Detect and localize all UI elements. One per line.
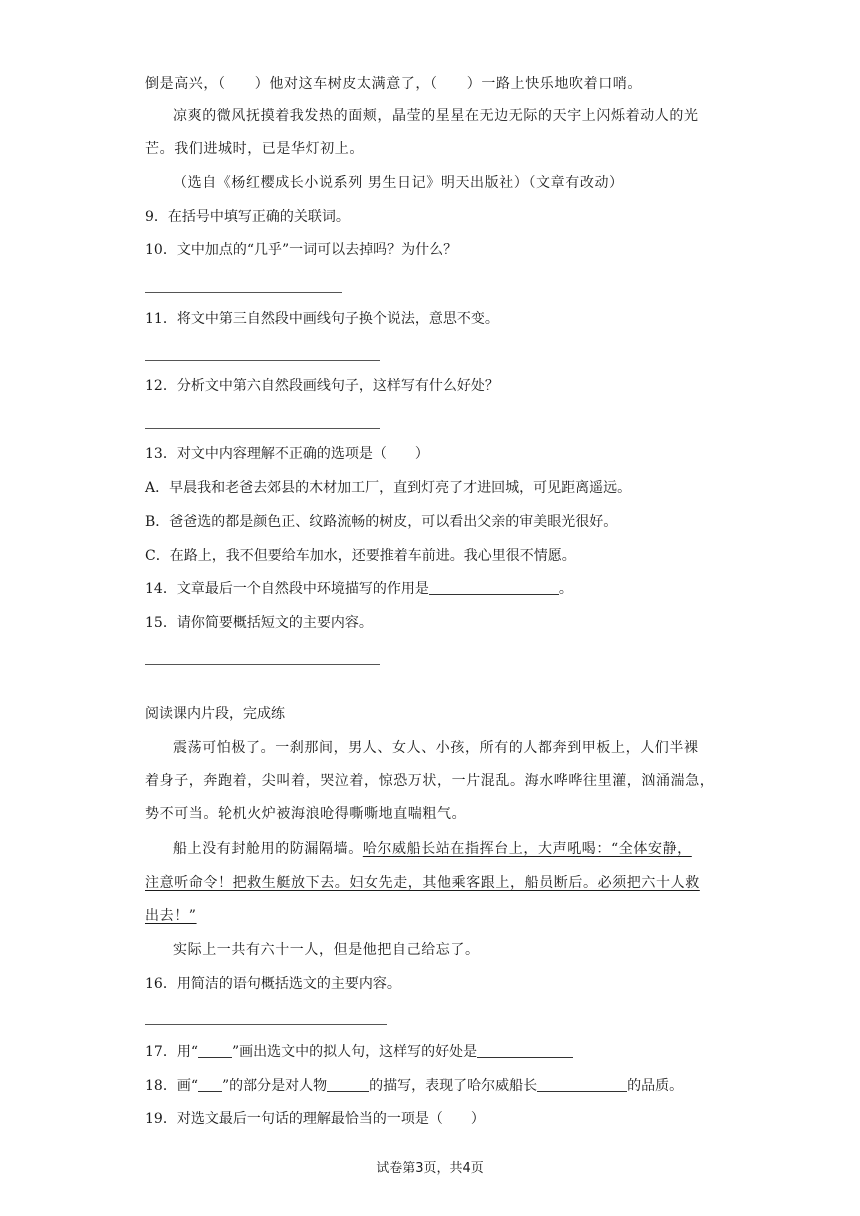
passage-text: 船上没有封舱用的防漏隔墙。 — [173, 841, 363, 857]
question-19: 19．对选文最后一句话的理解最恰当的一项是（ ） — [145, 1111, 485, 1127]
answer-line-11[interactable] — [145, 360, 380, 361]
question-13: 13．对文中内容理解不正确的选项是（ ） — [145, 446, 429, 462]
option-b[interactable]: B．爸爸选的都是颜色正、纹路流畅的树皮，可以看出父亲的审美眼光很好。 — [145, 514, 618, 530]
underlined-sentence: 哈尔威船长站在指挥台上，大声吼喝：“全体安静， — [362, 841, 692, 857]
option-a[interactable]: A．早晨我和老爸去郊县的木材加工厂，直到灯亮了才进回城，可见距离遥远。 — [145, 480, 632, 496]
question-12: 12．分析文中第六自然段画线句子，这样写有什么好处？ — [145, 378, 499, 394]
passage-line — [145, 873, 745, 893]
option-c[interactable]: C．在路上，我不但要给车加水，还要推着车前进。我心里很不情愿。 — [145, 548, 576, 564]
question-16: 16．用简洁的语句概括选文的主要内容。 — [145, 976, 401, 992]
question-14 — [145, 579, 745, 599]
question-14-end: 。 — [558, 581, 573, 597]
question-17 — [145, 1042, 745, 1062]
passage-source: （选自《杨红樱成长小说系列 男生日记》明天出版社）（文章有改动） — [173, 175, 624, 191]
question-9: 9．在括号中填写正确的关联词。 — [145, 209, 350, 225]
wavy-mark-sample — [198, 1043, 232, 1058]
passage-line: 实际上一共有六十一人，但是他把自己给忘了。 — [173, 942, 480, 958]
question-10: 10．文中加点的“几乎”一词可以去掉吗？为什么？ — [145, 242, 458, 258]
question-14-text: 14．文章最后一个自然段中环境描写的作用是 — [145, 581, 429, 597]
question-18-text: 18．画“ — [145, 1078, 198, 1094]
answer-blank-14[interactable] — [429, 580, 559, 595]
section-heading: 阅读课内片段，完成练 — [145, 706, 285, 722]
answer-blank-18a[interactable] — [327, 1077, 369, 1092]
answer-blank-17[interactable] — [477, 1043, 573, 1058]
passage-line — [145, 906, 745, 926]
passage-line: 震荡可怕极了。一刹那间，男人、女人、小孩，所有的人都奔到甲板上，人们半裸 — [173, 740, 699, 756]
question-11: 11．将文中第三自然段中画线句子换个说法，意思不变。 — [145, 311, 499, 327]
answer-line-15[interactable] — [145, 664, 380, 665]
question-18-text-3: 的描写，表现了哈尔威船长 — [369, 1078, 538, 1094]
passage-line: 势不可当。轮机火炉被海浪呛得嘶嘶地直喘粗气。 — [145, 806, 467, 822]
answer-line-10[interactable] — [145, 292, 342, 293]
passage-line: 倒是高兴，（ ）他对这车树皮太满意了，（ ）一路上快乐地吹着口哨。 — [145, 76, 642, 92]
passage-line — [173, 839, 773, 859]
passage-line: 凉爽的微风抚摸着我发热的面颊，晶莹的星星在无边无际的天宇上闪烁着动人的光 — [173, 108, 699, 124]
line-mark-sample — [198, 1077, 222, 1092]
passage-line: 芒。我们进城时，已是华灯初上。 — [145, 141, 364, 157]
page-footer: 试卷第3页，共4页 — [376, 1161, 484, 1176]
question-17-text-2: ”画出选文中的拟人句，这样写的好处是 — [231, 1044, 478, 1060]
question-17-text: 17．用“ — [145, 1044, 198, 1060]
underlined-sentence: 注意听命令！把救生艇放下去。妇女先走，其他乘客跟上，船员断后。必须把六十人救 — [145, 875, 700, 891]
question-18-text-4: 的品质。 — [627, 1078, 684, 1094]
question-18 — [145, 1076, 745, 1096]
question-15: 15．请你简要概括短文的主要内容。 — [145, 615, 373, 631]
passage-line: 着身子，奔跑着，尖叫着，哭泣着，惊恐万状，一片混乱。海水哗哗往里灌，汹涌湍急， — [145, 773, 715, 789]
question-18-text-2: ”的部分是对人物 — [221, 1078, 328, 1094]
underlined-sentence: 出去！” — [145, 908, 197, 924]
answer-line-16[interactable] — [145, 1024, 387, 1025]
answer-blank-18b[interactable] — [537, 1077, 627, 1092]
answer-line-12[interactable] — [145, 428, 380, 429]
